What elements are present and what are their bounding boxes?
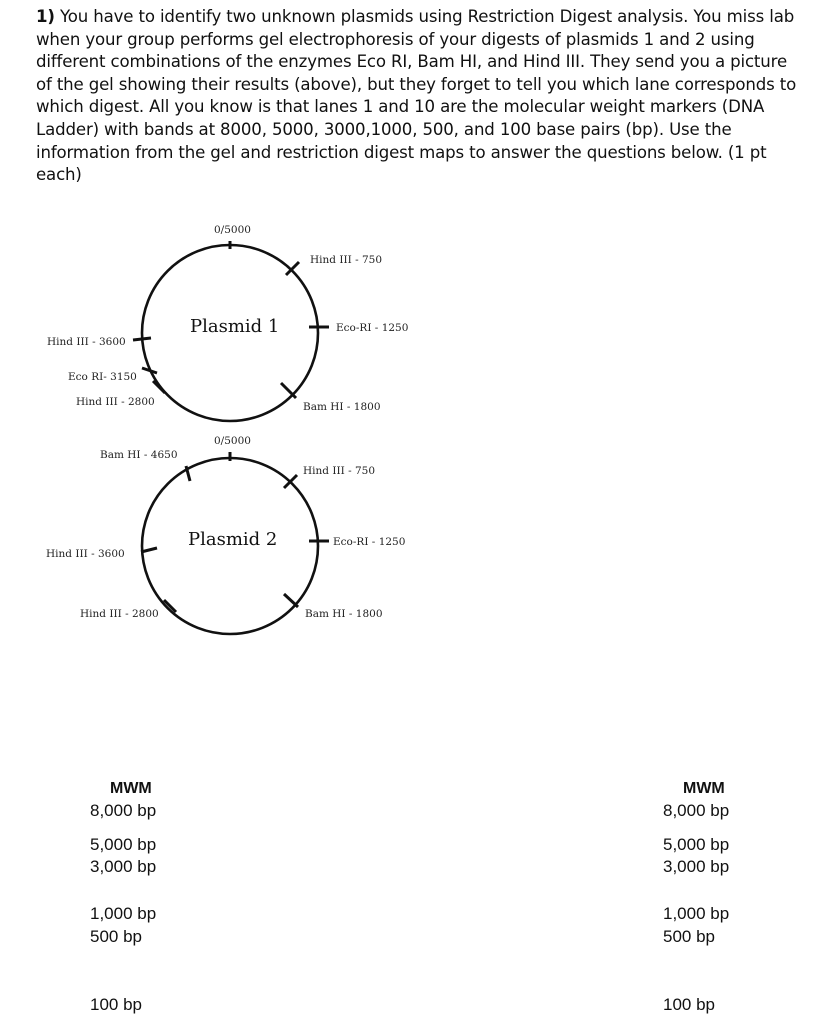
mwm-left-band-500: 500 bp	[90, 927, 142, 946]
plasmid-2-site-hind2800: Hind III - 2800	[80, 608, 159, 620]
mwm-right-header: MWM	[683, 780, 725, 797]
plasmid-2-site-hind3600-tick	[141, 548, 157, 552]
plasmid-1-site-eco3150: Eco RI- 3150	[68, 371, 137, 383]
plasmid-1-name: Plasmid 1	[190, 316, 280, 337]
mwm-right-band-5000: 5,000 bp	[663, 835, 730, 854]
mwm-right-band-1000: 1,000 bp	[663, 904, 730, 923]
plasmid-1-site-hind750: Hind III - 750	[310, 254, 383, 266]
plasmid-1-site-eco1250: Eco-RI - 1250	[336, 322, 409, 334]
restriction-maps	[0, 205, 836, 635]
mwm-right-band-100: 100 bp	[663, 995, 715, 1014]
mwm-left-band-5000: 5,000 bp	[90, 835, 157, 854]
plasmid-1-site-hind3600: Hind III - 3600	[47, 336, 126, 348]
mwm-right-band-8000: 8,000 bp	[663, 801, 730, 820]
plasmid-2-site-bam1800: Bam HI - 1800	[305, 608, 383, 620]
mwm-right-band-500: 500 bp	[663, 927, 715, 946]
mwm-left-band-8000: 8,000 bp	[90, 801, 157, 820]
plasmid-2-site-bam1800-tick	[284, 594, 298, 607]
mwm-ladder-left	[90, 778, 210, 1018]
plasmid-2-origin-label: 0/5000	[214, 435, 251, 447]
plasmid-2-site-bam4650: Bam HI - 4650	[100, 449, 178, 461]
plasmid-2-name: Plasmid 2	[188, 529, 278, 550]
plasmid-2-map	[46, 435, 405, 634]
question-body: You have to identify two unknown plasmids using Restriction Digest analysis. You miss lab when your group performs gel electrophoresis of your digests of plasmids 1 and 2 using different combinations of the enzymes Eco RI, Bam HI, and Hind III. They send you a picture of the gel showing their results (above), but they forget to tell you which lane corresponds to which digest. All you know is that lanes 1 and 10 are the molecular weight markers (DNA Ladder) with bands at 8000, 5000, 3000,1000, 500, and 100 base pairs (bp). Use the information from the gel and restriction digest maps to answer the questions below. (1 pt each)	[36, 7, 797, 185]
plasmid-1-origin-label: 0/5000	[214, 224, 251, 236]
plasmid-1-map	[47, 224, 408, 421]
mwm-left-band-1000: 1,000 bp	[90, 904, 157, 923]
mwm-left-band-100: 100 bp	[90, 995, 142, 1014]
plasmid-1-site-hind3600-tick	[133, 338, 151, 340]
question-number: 1)	[36, 7, 55, 26]
plasmid-1-site-hind2800: Hind III - 2800	[76, 396, 155, 408]
question-text-block	[36, 6, 806, 187]
plasmid-1-site-bam1800-tick	[281, 383, 296, 398]
mwm-right-band-3000: 3,000 bp	[663, 857, 730, 876]
mwm-left-band-3000: 3,000 bp	[90, 857, 157, 876]
plasmid-2-site-eco1250: Eco-RI - 1250	[333, 536, 406, 548]
mwm-left-header: MWM	[110, 780, 152, 797]
plasmid-2-site-hind3600: Hind III - 3600	[46, 548, 125, 560]
plasmid-1-site-bam1800: Bam HI - 1800	[303, 401, 381, 413]
plasmid-2-site-hind750: Hind III - 750	[303, 465, 376, 477]
mwm-ladder-right	[663, 778, 783, 1018]
